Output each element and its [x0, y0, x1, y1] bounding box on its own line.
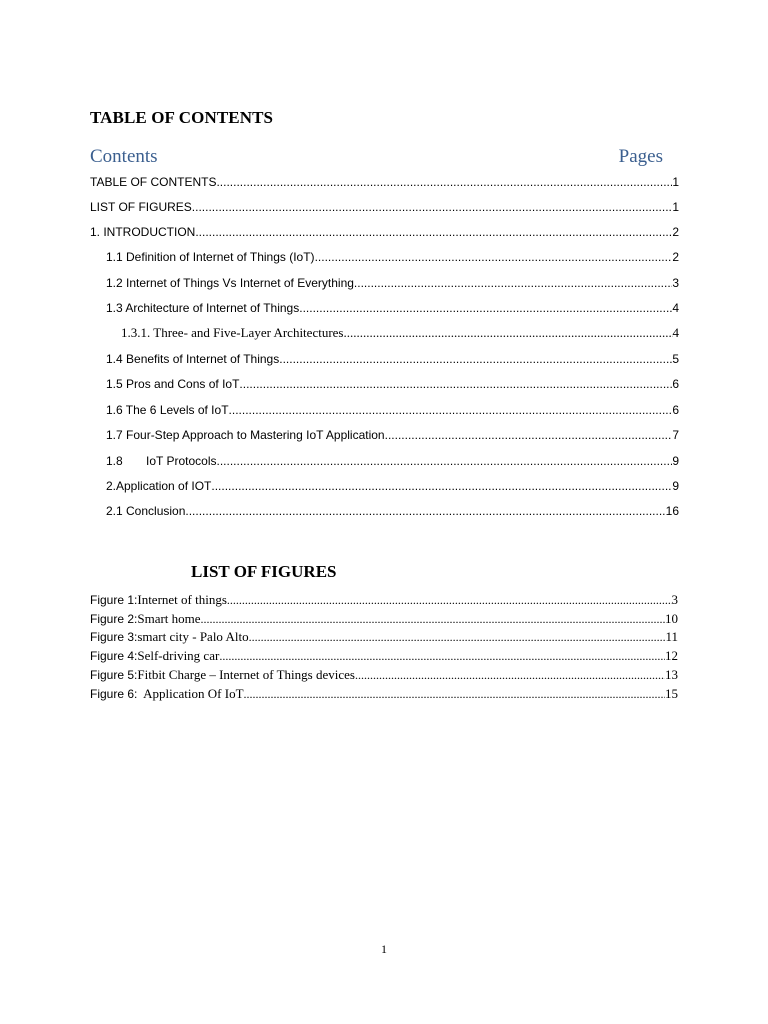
- toc-entry-page: 7: [672, 428, 679, 442]
- figure-title: Internet of things: [137, 592, 227, 607]
- leader-dots: [315, 248, 673, 266]
- page-number: 1: [381, 942, 387, 956]
- figure-label: Figure 5:: [90, 668, 138, 682]
- leader-dots: [249, 628, 666, 646]
- leader-dots: [279, 350, 672, 368]
- toc-entry-page: 3: [672, 276, 679, 290]
- toc-entry-page: 2: [672, 225, 679, 239]
- leader-dots: [217, 452, 673, 470]
- leader-dots: [227, 591, 672, 609]
- figure-page: 10: [665, 611, 678, 626]
- figure-page: 15: [665, 686, 678, 701]
- toc-entry-page: 9: [672, 454, 679, 468]
- toc-entry-title: 1. INTRODUCTION: [90, 225, 196, 239]
- figure-label: Figure 4:: [90, 649, 138, 663]
- contents-label: Contents: [90, 146, 158, 167]
- toc-entry-page: 9: [672, 479, 679, 493]
- toc-entry-page: 1: [672, 175, 679, 189]
- leader-dots: [355, 666, 665, 684]
- figures-heading: LIST OF FIGURES: [191, 562, 337, 581]
- toc-entry-page: 6: [672, 377, 679, 391]
- toc-entry-page: 2: [672, 250, 679, 264]
- toc-entry-page: 6: [672, 403, 679, 417]
- toc-entry[interactable]: [106, 248, 679, 266]
- toc-entry[interactable]: [106, 426, 679, 444]
- figure-entry[interactable]: [90, 591, 678, 609]
- leader-dots: [192, 198, 673, 216]
- toc-entry-title: 2.Application of IOT: [106, 479, 212, 493]
- toc-entry-title: TABLE OF CONTENTS: [90, 175, 217, 189]
- leader-dots: [195, 223, 672, 241]
- leader-dots: [385, 426, 673, 444]
- toc-entry-title: 1.8 IoT Protocols: [106, 454, 217, 468]
- toc-entry-title: 1.6 The 6 Levels of IoT: [106, 403, 229, 417]
- toc-entry-title: 1.7 Four-Step Approach to Mastering IoT Application: [106, 428, 385, 442]
- leader-dots: [201, 610, 665, 628]
- toc-entry[interactable]: [106, 477, 679, 495]
- figure-page: 13: [665, 667, 678, 682]
- toc-heading: TABLE OF CONTENTS: [90, 108, 274, 127]
- figure-label: Figure 1:: [90, 593, 138, 607]
- figure-title: Smart home: [137, 611, 201, 626]
- leader-dots: [185, 502, 665, 520]
- toc-entry[interactable]: [121, 324, 679, 342]
- toc-entry[interactable]: [106, 274, 679, 292]
- toc-entry[interactable]: [106, 401, 679, 419]
- figure-page: 11: [665, 629, 678, 644]
- toc-entry[interactable]: [106, 375, 679, 393]
- toc-entry-title: 1.3 Architecture of Internet of Things: [106, 301, 300, 315]
- toc-entry-page: 16: [665, 504, 679, 518]
- toc-entry[interactable]: [90, 198, 679, 216]
- pages-label: Pages: [618, 146, 663, 167]
- leader-dots: [343, 324, 672, 342]
- toc-entry[interactable]: [106, 350, 679, 368]
- toc-entry-title: 2.1 Conclusion: [106, 504, 186, 518]
- toc-entry-page: 4: [672, 301, 679, 315]
- leader-dots: [299, 299, 672, 317]
- leader-dots: [354, 274, 672, 292]
- figure-title: smart city - Palo Alto: [137, 629, 249, 644]
- leader-dots: [216, 173, 672, 191]
- leader-dots: [239, 375, 672, 393]
- leader-dots: [229, 401, 673, 419]
- figure-entry[interactable]: [90, 647, 678, 665]
- figure-entry[interactable]: [90, 666, 678, 684]
- toc-entry-title: 1.2 Internet of Things Vs Internet of Everything: [106, 276, 354, 290]
- contents-header: [90, 146, 663, 168]
- toc-entry-title: LIST OF FIGURES: [90, 200, 192, 214]
- figure-title: Fitbit Charge – Internet of Things devices: [137, 667, 355, 682]
- figure-entry[interactable]: [90, 610, 678, 628]
- figure-entry[interactable]: [90, 628, 678, 646]
- toc-entry[interactable]: [106, 502, 679, 520]
- toc-entry[interactable]: [106, 452, 679, 470]
- leader-dots: [211, 477, 672, 495]
- toc-entry-title: 1.1 Definition of Internet of Things (IoT): [106, 250, 315, 264]
- figure-page: 12: [665, 648, 678, 663]
- toc-entry-page: 1: [672, 200, 679, 214]
- figure-page: 3: [671, 592, 678, 607]
- figure-title: Application Of IoT: [137, 686, 244, 701]
- figure-label: Figure 6:: [90, 687, 138, 701]
- toc-entry[interactable]: [90, 223, 679, 241]
- toc-entry-title: 1.3.1. Three- and Five-Layer Architectures: [121, 325, 344, 340]
- figure-label: Figure 2:: [90, 612, 138, 626]
- toc-entry-title: 1.4 Benefits of Internet of Things: [106, 352, 280, 366]
- figure-entry[interactable]: [90, 685, 678, 703]
- toc-entry-page: 4: [672, 325, 679, 340]
- figure-label: Figure 3:: [90, 630, 138, 644]
- toc-entry[interactable]: [106, 299, 679, 317]
- leader-dots: [219, 647, 665, 665]
- toc-entry-page: 5: [672, 352, 679, 366]
- leader-dots: [244, 685, 665, 703]
- toc-entry[interactable]: [90, 173, 679, 191]
- toc-entry-title: 1.5 Pros and Cons of IoT: [106, 377, 240, 391]
- figure-title: Self-driving car: [137, 648, 220, 663]
